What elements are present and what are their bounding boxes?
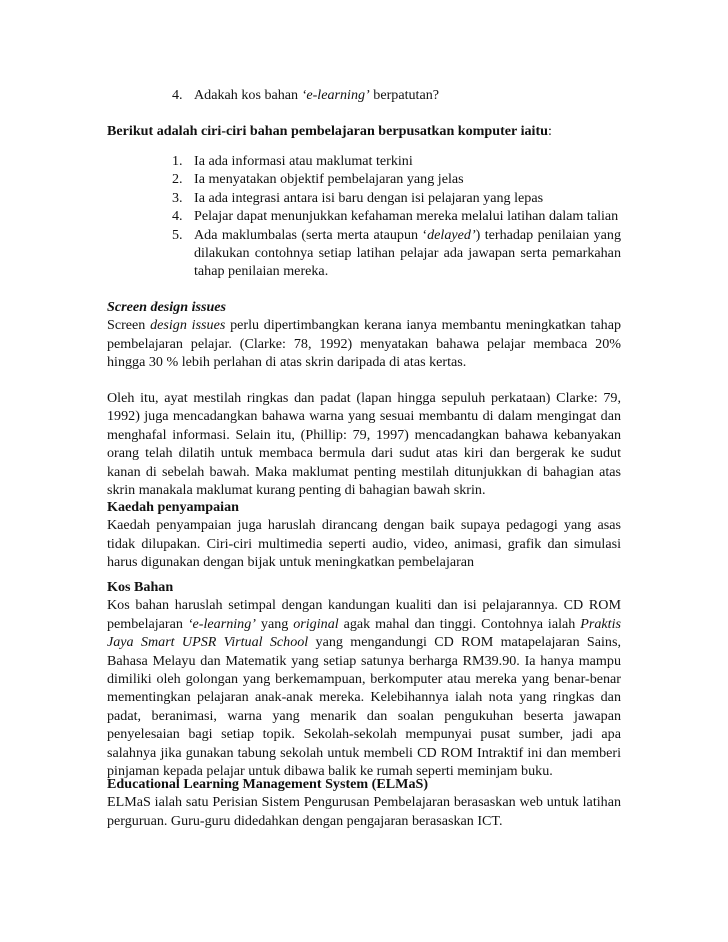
- question-list: [172, 86, 621, 104]
- section-heading: Kos Bahan: [107, 579, 174, 595]
- list-item: 3. Ia ada integrasi antara isi baru dengan isi pelajaran yang lepas: [172, 189, 544, 206]
- list-item: 5. Ada maklumbalas (serta merta ataupun ‘delayed’) terhadap penilaian yang dilakukan contohnya setiap latihan pelajar ada jawapan serta pemarkahan tahap penilaian mereka.: [172, 226, 621, 280]
- list-item: 4. Pelajar dapat menunjukkan kefahaman mereka melalui latihan dalam talian: [172, 208, 619, 225]
- cost-section: Kos Bahan Kos bahan haruslah setimpal dengan kandungan kualiti dan isi pelajarannya. CD ROM pembelajaran ‘e-learning’ yang original agak mahal dan tinggi. Contohnya ialah Praktis Jaya Smart UPSR Virtual School yang mengandungi CD ROM matapelajaran Sains, Bahasa Melayu dan Matematik yang setiap satunya berharga RM39.90. Ia hanya mampu dimiliki oleh golongan yang berkemampuan, berkomputer atau mereka yang benar-benar mementingkan pelajaran anak-anak mereka. Kelebihannya ialah nota yang ringkas dan padat, beranimasi, warna yang menarik dan soalan pengukuhan beserta jawapan penyelesaian bagi setiap topik. Sekolah-sekolah mempunyai pusat sumber, jadi apa salahnya jika gunakan tabung sekolah untuk membeli CD ROM Intraktif ini dan memberi pinjaman kepada pelajar untuk dibawa balik ke rumah seperti meminjam buku.: [107, 579, 621, 780]
- section-heading: Educational Learning Management System (ELMaS): [107, 776, 429, 792]
- screen-design-paragraph: Oleh itu, ayat mestilah ringkas dan padat (lapan hingga sepuluh perkataan) Clarke: 79, 1992) juga mencadangkan bahawa warna yang sesuai membantu di dalam mengingat dan menghafal informasi. Selain itu, (Phillip: 79, 1997) mencadangkan bahawa kebanyakan orang telah dilatih untuk membaca bermula dari sudut atas kiri dan bergerak ke sudut kanan di sebelah bawah. Maka maklumat penting mestilah ditunjukkan di bahagian atas skrin manakala maklumat kurang penting di bahagian bawah skrin.: [107, 390, 621, 499]
- screen-design-section: Screen design issues Screen design issues perlu dipertimbangkan kerana ianya membantu meningkatkan tahap pembelajaran pelajar. (Clarke: 78, 1992) menyatakan bahawa pelajar membaca 20% hingga 30 % lebih perlahan di atas skrin daripada di atas kertas.: [107, 299, 621, 371]
- section-heading: Kaedah penyampaian: [107, 499, 239, 515]
- criteria-list: [172, 152, 621, 281]
- list-item: 4. Adakah kos bahan ‘e-learning’ berpatutan?: [172, 87, 440, 103]
- list-item: 2. Ia menyatakan objektif pembelajaran yang jelas: [172, 171, 464, 188]
- list-item: 1. Ia ada informasi atau maklumat terkini: [172, 153, 413, 169]
- elmas-section: Educational Learning Management System (ELMaS) ELMaS ialah satu Perisian Sistem Pengurusan Pembelajaran berasaskan web untuk latihan perguruan. Guru-guru didedahkan dengan pengajaran berasaskan ICT.: [107, 776, 621, 829]
- criteria-heading: Berikut adalah ciri-ciri bahan pembelajaran berpusatkan komputer iaitu:: [107, 123, 552, 139]
- delivery-section: Kaedah penyampaian Kaedah penyampaian juga haruslah dirancang dengan baik supaya pedagogi yang asas tidak dilupakan. Ciri-ciri multimedia seperti audio, video, animasi, grafik dan simulasi harus digunakan dengan bijak untuk meningkatkan pembelajaran: [107, 499, 621, 571]
- list-number: 4.: [172, 87, 183, 103]
- section-heading: Screen design issues: [107, 299, 227, 315]
